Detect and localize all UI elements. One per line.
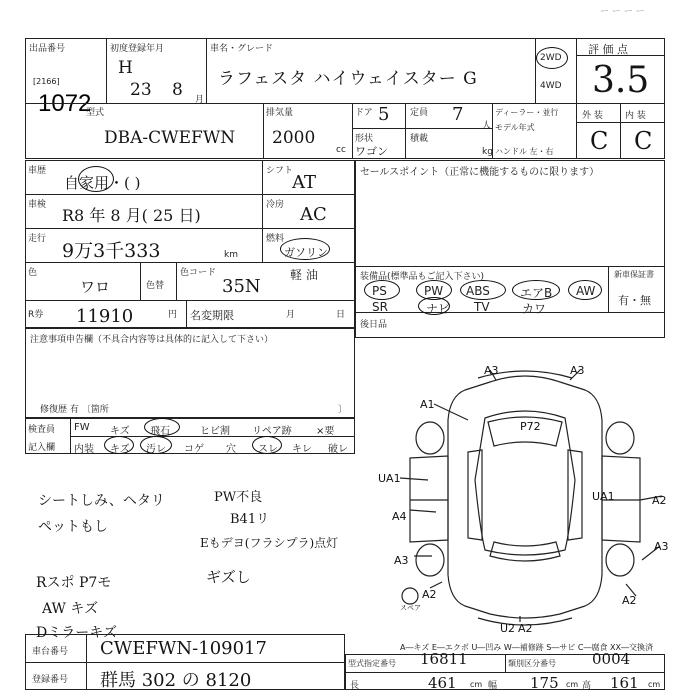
color-value: ワロ — [80, 278, 111, 296]
year: 23 — [130, 80, 152, 100]
ac-label: 冷房 — [266, 200, 285, 210]
km-unit: km — [224, 250, 238, 260]
history-circle — [78, 166, 114, 192]
type-number-label: 型式指定番号 — [348, 659, 396, 668]
shift-value: AT — [292, 172, 317, 193]
mark-a2-right: A2 — [652, 494, 667, 507]
interior-dirt-circle — [140, 436, 172, 454]
equip-ps: PS — [372, 284, 387, 298]
name-change-month: 月 — [286, 310, 296, 320]
fuel-gas: ガソリン — [284, 246, 328, 259]
height-value: 161 — [610, 674, 639, 692]
month: 8 — [172, 80, 183, 100]
width-unit: cm — [566, 680, 579, 689]
mark-u2: U2 — [500, 622, 516, 635]
color-label: 色 — [28, 268, 38, 278]
history-value: 自家用・( ) — [64, 174, 141, 192]
width-label: 幅 — [488, 681, 498, 691]
fuel-label: 燃料 — [266, 234, 285, 244]
drive-2wd-circle — [536, 47, 568, 69]
interior-tear: 破レ — [328, 444, 348, 455]
repair-label: 修復歴 有 〔箇所 — [40, 405, 109, 415]
mark-ua1-right: UA1 — [592, 490, 615, 503]
model-value: DBA-CWEFWN — [104, 128, 236, 148]
check-fw: FW — [74, 422, 90, 433]
shape-value: ワゴン — [355, 145, 388, 158]
class-number-label: 類別区分番号 — [508, 659, 556, 668]
month-suffix: 月 — [195, 95, 205, 105]
fuel-circle — [280, 238, 330, 260]
lot-label: 出品番号 — [29, 44, 66, 54]
mileage-label: 走行 — [28, 234, 47, 244]
displacement-label: 排気量 — [266, 108, 294, 118]
chassis-value: CWEFWN-109017 — [100, 638, 267, 659]
handle-label: ハンドル 左・右 — [495, 147, 554, 156]
interior-dirt: 汚レ — [146, 444, 166, 455]
mark-a1: A1 — [420, 398, 435, 411]
color-code-value: 35N — [222, 276, 261, 297]
equip-navi-circle — [418, 297, 450, 315]
grade-value: 3.5 — [592, 60, 650, 101]
history-label: 車歴 — [28, 166, 47, 176]
ext-label: 外 装 — [582, 111, 603, 121]
interior-worn: スレ — [258, 444, 278, 455]
first-reg-label: 初度登録年月 — [110, 44, 165, 54]
equip-tv: TV — [474, 300, 490, 314]
interior-scratch: キズ — [110, 444, 130, 455]
seats-value: 7 — [452, 104, 464, 125]
interior-burn: コゲ — [184, 444, 204, 455]
spare-label: スペア — [400, 604, 421, 612]
equip-sr: SR — [372, 300, 388, 314]
interior-cut: キレ — [292, 444, 312, 455]
repair-bracket: 〕 — [338, 405, 348, 415]
drive-4wd: 4WD — [540, 81, 562, 91]
corner-mark: ー ー ー ー — [600, 7, 645, 17]
equip-pw: PW — [424, 284, 444, 298]
check-scratch: キズ — [110, 426, 130, 437]
mark-front-right: A3 — [570, 364, 585, 377]
check-chip-circle — [144, 418, 180, 436]
inspection-label: 車検 — [28, 200, 47, 210]
doors-value: 5 — [378, 104, 390, 125]
chassis-label: 車台番号 — [32, 647, 69, 657]
equip-leather: カワ — [522, 302, 547, 316]
equip-airbag: エアB — [520, 286, 553, 300]
r-label: R券 — [28, 310, 44, 320]
interior-label: 内装 — [74, 444, 94, 455]
model-year-label: モデル年式 — [495, 123, 535, 132]
width-value: 175 — [530, 674, 559, 692]
mark-a4: A4 — [392, 510, 407, 523]
int-label: 内 装 — [625, 111, 646, 121]
note-pw: PW不良 — [214, 490, 263, 505]
ext-grade: C — [590, 127, 609, 155]
mark-a2-rear: A2 — [518, 622, 533, 635]
length-unit: cm — [470, 680, 483, 689]
fuel-diesel: 軽 油 — [290, 268, 318, 282]
car-label: 車名・グレード — [210, 44, 274, 54]
cc-unit: cc — [336, 145, 346, 155]
equip-airbag-circle — [512, 280, 560, 300]
note-pet: ペットもし — [38, 519, 108, 535]
model-label: 型式 — [86, 108, 105, 118]
doors-label: ドア — [355, 108, 373, 118]
equipment-label: 装備品(標準品もご記入下さい) — [360, 272, 485, 282]
color-code-label: 色コード — [180, 268, 217, 278]
drive-2wd: 2WD — [540, 53, 562, 63]
era: H — [118, 58, 133, 78]
person-unit: 人 — [482, 121, 492, 131]
sales-label: セールスポイント（正常に機能するものに限ります） — [360, 167, 600, 178]
seats-label: 定員 — [410, 108, 429, 118]
displacement-value: 2000 — [272, 128, 316, 148]
height-label: 高 — [582, 681, 592, 691]
note-seat: シートしみ、ヘタリ — [38, 493, 165, 509]
kg-unit: kg — [482, 147, 493, 157]
equip-abs-circle — [460, 280, 506, 300]
note-kizu: ギズし — [206, 568, 251, 586]
shape-label: 形状 — [355, 134, 374, 144]
damage-legend: A―キズ E―エクボ U―凹み W―補修跡 S―サビ C―腐食 XX―交換済 — [400, 643, 654, 652]
mark-a2-rear-left: A2 — [422, 588, 437, 601]
mark-a2-rear-right: A2 — [622, 594, 637, 607]
mileage-value: 9万3千333 — [62, 240, 161, 262]
name-change-day: 日 — [336, 310, 346, 320]
mark-ua1-left: UA1 — [378, 472, 401, 485]
note-spoiler: Rスポ P7モ — [36, 575, 112, 591]
note-aw: AW キズ — [42, 601, 99, 617]
mark-a3-left: A3 — [394, 554, 409, 567]
record-label: 記入欄 — [28, 443, 56, 453]
check-repair: リペア跡 — [252, 426, 292, 437]
interior-hole: 穴 — [226, 444, 236, 455]
r-value: 11910 — [76, 306, 134, 327]
equip-navi: ナビ — [426, 302, 451, 316]
type-number-value: 16811 — [420, 650, 468, 668]
length-value: 461 — [428, 674, 457, 692]
mark-roof: P72 — [520, 420, 541, 433]
int-grade: C — [634, 127, 653, 155]
interior-worn-circle — [252, 436, 282, 454]
note-b: B41リ — [230, 512, 270, 527]
load-label: 積載 — [410, 134, 429, 144]
equip-ps-circle — [364, 280, 400, 300]
class-number-value: 0004 — [592, 650, 631, 668]
shift-label: シフト — [266, 166, 294, 176]
car-diagram — [370, 360, 680, 635]
inspection-value: R8 年 8 月( 25 日) — [62, 206, 201, 225]
height-unit: cm — [648, 680, 661, 689]
check-crack: ヒビ割 — [200, 426, 230, 437]
reg-label: 登録番号 — [32, 675, 69, 685]
note-engine: Eもデヨ(フラシプラ)点灯 — [200, 536, 339, 550]
mark-a3-right: A3 — [654, 540, 669, 553]
warranty-value: 有・無 — [618, 294, 651, 307]
interior-scratch-circle — [104, 436, 134, 454]
equip-abs: ABS — [466, 284, 490, 298]
equip-aw-circle — [568, 280, 602, 300]
ac-value: AC — [300, 204, 327, 225]
lot-number: 1072 — [38, 90, 92, 117]
car-name: ラフェスタ ハイウェイスター G — [218, 69, 478, 89]
dealer-label: ディーラー・並行 — [495, 108, 559, 117]
inspector-label: 検査員 — [28, 425, 56, 435]
length-label: 長 — [350, 681, 360, 691]
mark-front-left: A3 — [484, 364, 499, 377]
check-required: ×要 — [316, 426, 335, 437]
rear-items-label: 後日品 — [360, 320, 388, 330]
reg-value: 群馬 302 の 8120 — [100, 670, 252, 691]
name-change-label: 名変期限 — [190, 309, 234, 322]
color-name-label: 色替 — [146, 281, 165, 291]
yen-unit: 円 — [168, 310, 178, 320]
note-mirror: Dミラーキズ — [36, 625, 117, 641]
notes-label: 注意事項申告欄（不具合内容等は具体的に記入して下さい） — [30, 335, 274, 345]
check-chip: 飛石 — [150, 426, 170, 437]
grade-label: 評 価 点 — [588, 43, 628, 56]
lot-small: [2166] — [33, 77, 60, 86]
warranty-label: 新車保証書 — [614, 270, 654, 279]
equip-aw: AW — [576, 284, 596, 298]
